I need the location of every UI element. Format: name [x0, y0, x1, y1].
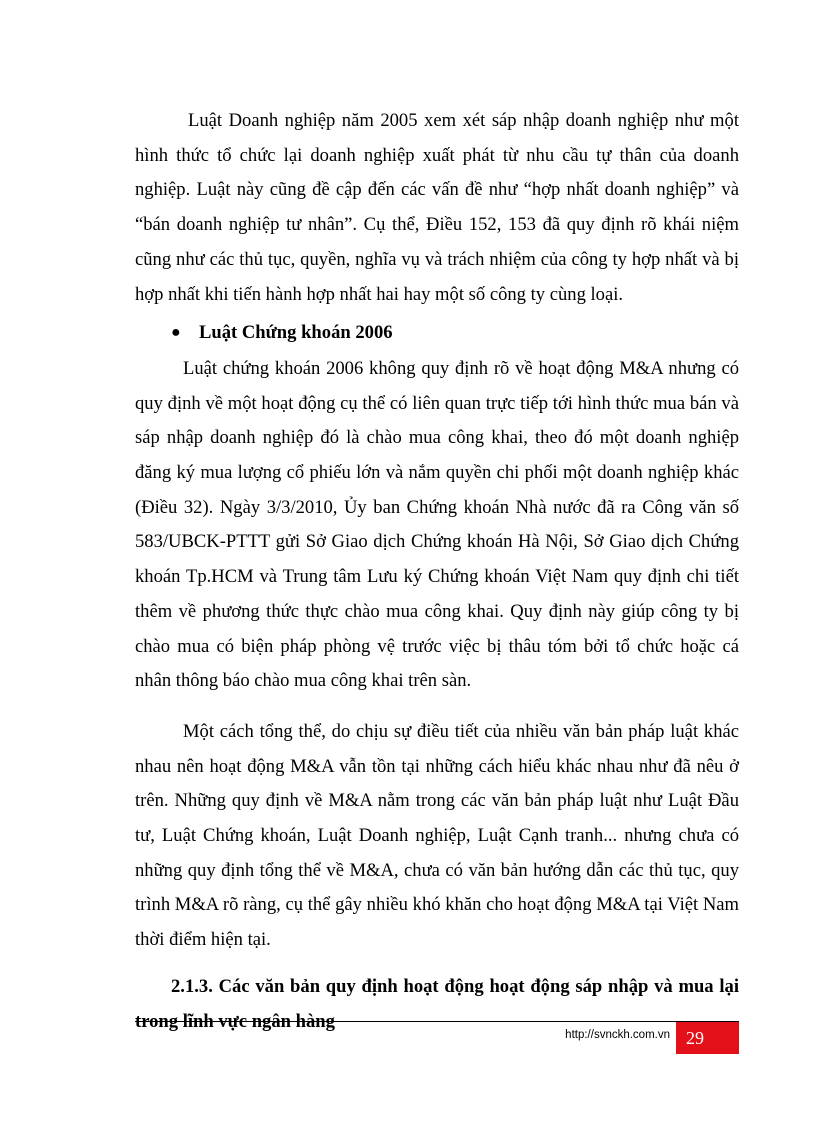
document-body: [135, 104, 739, 1039]
footer-url-link[interactable]: http://svnckh.com.vn: [565, 1029, 670, 1041]
paragraph-spacer: [135, 699, 739, 715]
bullet-item-securities-law: [135, 316, 739, 351]
paragraph-securities-law: Luật chứng khoán 2006 không quy định rõ về hoạt động M&A nhưng có quy định về một hoạt động cụ thể có liên quan trực tiếp tới hình thức mua bán và sáp nhập doanh nghiệp đó là chào mua công khai, theo đó một doanh nghiệp đăng ký mua lượng cổ phiếu lớn và nắm quyền chi phối một doanh nghiệp khác (Điều 32). Ngày 3/3/2010, Ủy ban Chứng khoán Nhà nước đã ra Công văn số 583/UBCK-PTTT gửi Sở Giao dịch Chứng khoán Hà Nội, Sở Giao dịch Chứng khoán Tp.HCM và Trung tâm Lưu ký Chứng khoán Việt Nam quy định chi tiết thêm về phương thức thực chào mua công khai. Quy định này giúp công ty bị chào mua có biện pháp phòng vệ trước việc bị thâu tóm bởi tổ chức hoặc cá nhân thông báo chào mua công khai trên sàn.: [135, 357, 739, 692]
paragraph-overview: Một cách tổng thể, do chịu sự điều tiết của nhiều văn bản pháp luật khác nhau nên hoạt động M&A vẫn tồn tại những cách hiểu khác nhau như đã nêu ở trên. Những quy định về M&A nằm trong các văn bản pháp luật như Luật Đầu tư, Luật Chứng khoán, Luật Doanh nghiệp, Luật Cạnh tranh... nhưng chưa có những quy định tổng thể về M&A, chưa có văn bản hướng dẫn các thủ tục, quy trình M&A rõ ràng, cụ thể gây nhiều khó khăn cho hoạt động M&A tại Việt Nam thời điểm hiện tại.: [135, 720, 739, 951]
section-heading: 2.1.3. Các văn bản quy định hoạt động hoạt động sáp nhập và mua lại trong lĩnh vực ngân hàng: [135, 975, 739, 1032]
footer-divider: [135, 1021, 739, 1022]
page-number-badge: 29: [676, 1022, 739, 1054]
bullet-icon: ●: [171, 324, 181, 342]
heading-spacer: [135, 958, 739, 970]
paragraph-enterprise-law: Luật Doanh nghiệp năm 2005 xem xét sáp nhập doanh nghiệp như một hình thức tổ chức lại doanh nghiệp xuất phát từ nhu cầu tự thân của doanh nghiệp. Luật này cũng đề cập đến các vấn đề như “hợp nhất doanh nghiệp” và “bán doanh nghiệp tư nhân”. Cụ thể, Điều 152, 153 đã quy định rõ khái niệm cũng như các thủ tục, quyền, nghĩa vụ và trách nhiệm của công ty hợp nhất và bị hợp nhất khi tiến hành hợp nhất hai hay một số công ty cùng loại.: [135, 110, 739, 305]
bullet-title: Luật Chứng khoán 2006: [199, 322, 393, 344]
